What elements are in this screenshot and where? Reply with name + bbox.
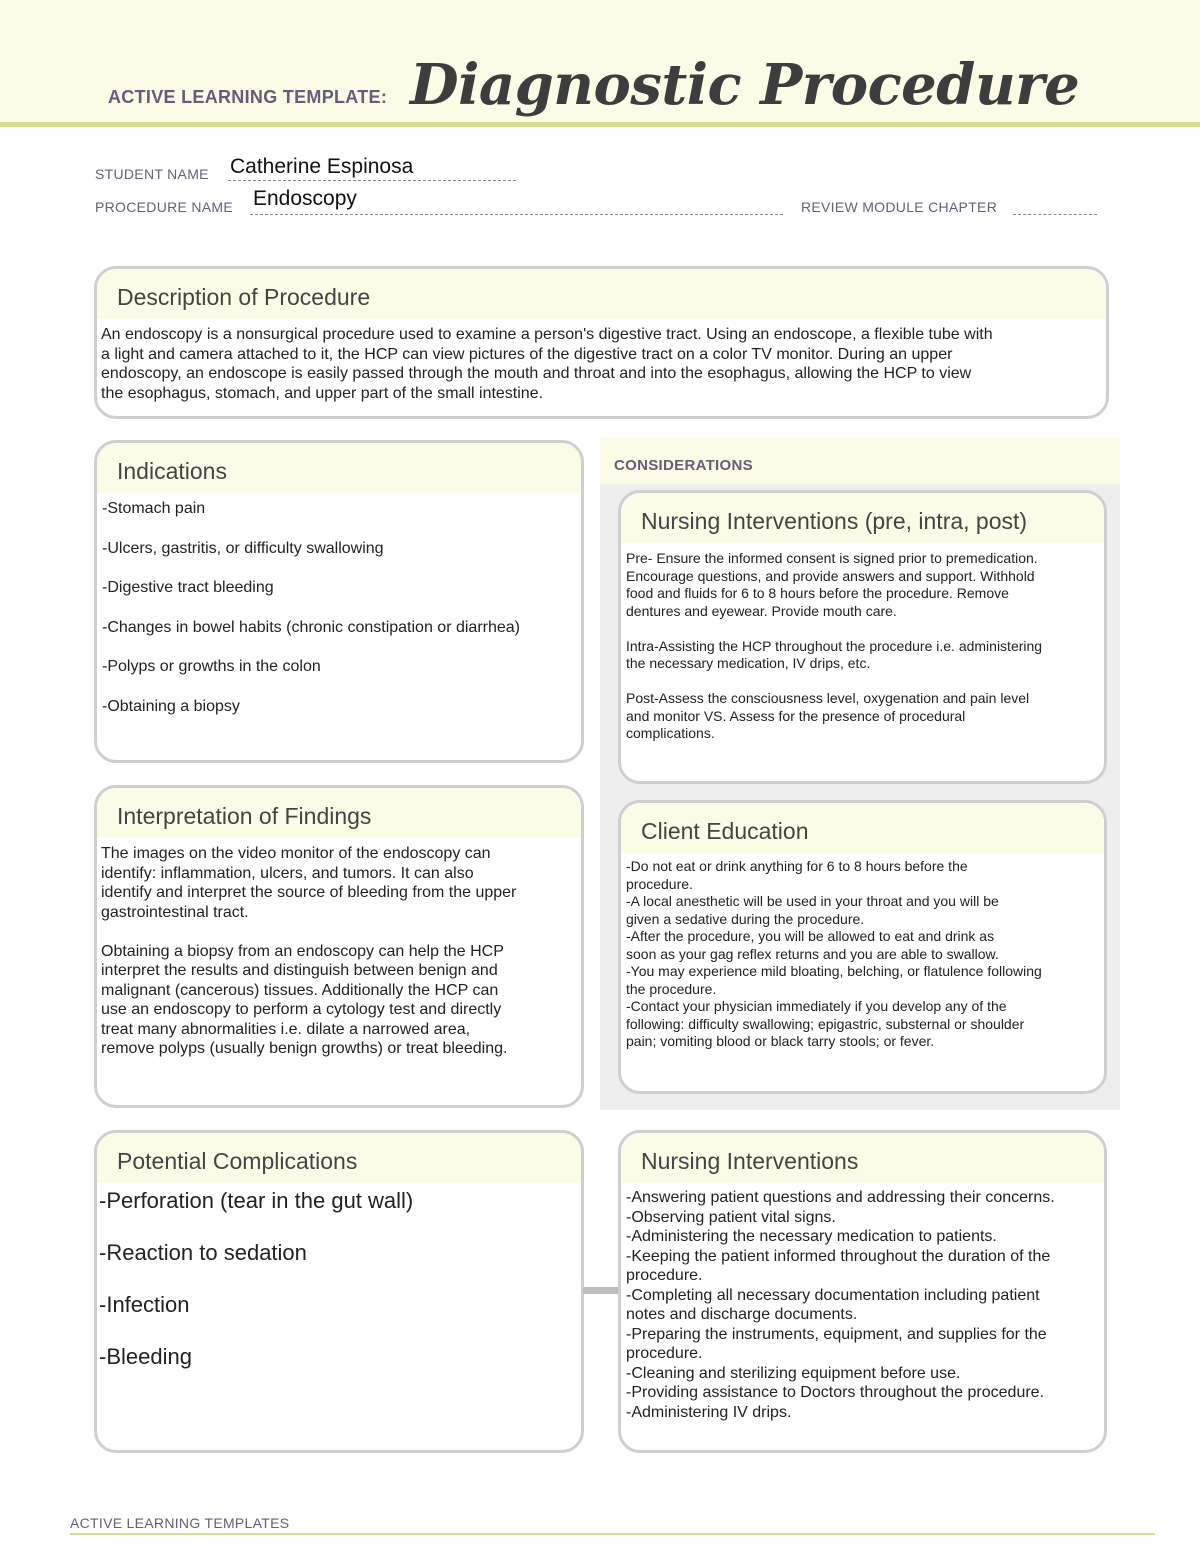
nursing-interventions-title: Nursing Interventions (641, 1148, 859, 1174)
nursing-pip-title: Nursing Interventions (pre, intra, post) (641, 508, 1028, 534)
nursing-pip-line: Post-Assess the consciousness level, oxygenation and pain level (626, 690, 1030, 706)
procedure-name-label: PROCEDURE NAME (95, 199, 233, 215)
client-education-line: pain; vomiting blood or black tarry stools; or fever. (626, 1033, 935, 1049)
description-line: An endoscopy is a nonsurgical procedure used to examine a person's digestive tract. Using an endoscope, a flexible tube with (101, 326, 993, 343)
client-education-header (621, 803, 1104, 853)
page-title: Diagnostic Procedure (410, 52, 1080, 118)
nursing-pip-line: the necessary medication, IV drips, etc. (626, 655, 871, 671)
complications-header (97, 1133, 581, 1183)
student-name-underline (228, 180, 516, 181)
nursing-interventions-text (626, 1188, 1055, 1422)
interpretation-line: malignant (cancerous) tissues. Additionally the HCP can (101, 981, 499, 999)
complication-item: -Bleeding (99, 1344, 192, 1369)
client-education-line: -You may experience mild bloating, belching, or flatulence following (626, 963, 1042, 979)
complication-item: -Reaction to sedation (99, 1240, 307, 1265)
indication-item: -Changes in bowel habits (chronic constipation or diarrhea) (102, 618, 520, 636)
interpretation-text (101, 844, 516, 1059)
description-title: Description of Procedure (117, 284, 371, 310)
nursing-pip-line: food and fluids for 6 to 8 hours before the procedure. Remove (626, 585, 1009, 601)
indication-item: -Obtaining a biopsy (102, 697, 240, 715)
nursing-intervention-line: -Completing all necessary documentation including patient (626, 1286, 1040, 1304)
box-connector (583, 1287, 621, 1294)
interpretation-title: Interpretation of Findings (117, 803, 372, 829)
complication-item: -Infection (99, 1292, 190, 1317)
indication-item: -Stomach pain (102, 500, 206, 517)
procedure-name-underline (250, 214, 783, 215)
header-divider (0, 122, 1200, 127)
description-line: a light and camera attached to it, the HCP can view pictures of the digestive tract on a color TV monitor. During an upper (101, 345, 953, 363)
considerations-label: CONSIDERATIONS (614, 457, 753, 474)
client-education-text (626, 858, 1042, 1051)
interpretation-line: remove polyps (usually benign growths) or treat bleeding. (101, 1040, 508, 1057)
nursing-intervention-line: -Observing patient vital signs. (626, 1208, 836, 1226)
interpretation-line: treat many abnormalities i.e. dilate a narrowed area, (101, 1020, 471, 1038)
nursing-pip-text (626, 550, 1042, 743)
nursing-intervention-line: procedure. (626, 1267, 703, 1284)
indications-header (97, 443, 581, 493)
nursing-pip-header (621, 493, 1104, 543)
nursing-intervention-line: -Cleaning and sterilizing equipment before use. (626, 1364, 961, 1382)
nursing-intervention-line: procedure. (626, 1345, 703, 1362)
procedure-name-value[interactable]: Endoscopy (253, 187, 357, 210)
client-education-line: given a sedative during the procedure. (626, 910, 865, 927)
complication-item: -Perforation (tear in the gut wall) (99, 1188, 414, 1213)
interpretation-line: interpret the results and distinguish between benign and (101, 962, 498, 979)
client-education-line: -Do not eat or drink anything for 6 to 8 hours before the (626, 858, 968, 874)
nursing-pip-line: Encourage questions, and provide answers and support. Withhold (626, 567, 1035, 584)
description-text (101, 325, 993, 403)
nursing-pip-line: dentures and eyewear. Provide mouth care. (626, 602, 897, 619)
client-education-line: procedure. (626, 875, 693, 892)
indication-item: -Digestive tract bleeding (102, 579, 274, 596)
client-education-line: the procedure. (626, 980, 717, 997)
interpretation-line: Obtaining a biopsy from an endoscopy can help the HCP (101, 942, 504, 960)
client-education-title: Client Education (641, 818, 809, 844)
indications-title: Indications (117, 458, 227, 484)
nursing-intervention-line: -Keeping the patient informed throughout the duration of the (626, 1247, 1051, 1265)
interpretation-line: gastrointestinal tract. (101, 903, 249, 921)
description-line: the esophagus, stomach, and upper part of the small intestine. (101, 384, 544, 402)
indication-item: -Ulcers, gastritis, or difficulty swallowing (102, 539, 384, 557)
nursing-interventions-header (621, 1133, 1104, 1183)
indication-item: -Polyps or growths in the colon (102, 658, 321, 675)
interpretation-line: use an endoscopy to perform a cytology test and directly (101, 1001, 502, 1018)
review-module-label: REVIEW MODULE CHAPTER (801, 199, 998, 215)
review-module-underline[interactable] (1013, 214, 1097, 215)
description-line: endoscopy, an endoscope is easily passed through the mouth and throat and into the esophagus, allowing the HCP to view (101, 365, 972, 382)
footer-divider (70, 1533, 1155, 1535)
nursing-intervention-line: -Administering IV drips. (626, 1403, 792, 1421)
interpretation-header (97, 788, 581, 838)
complications-title: Potential Complications (117, 1148, 358, 1174)
client-education-line: -A local anesthetic will be used in your throat and you will be (626, 893, 999, 909)
nursing-pip-line: and monitor VS. Assess for the presence of procedural (626, 707, 966, 724)
nursing-pip-line: Pre- Ensure the informed consent is signed prior to premedication. (626, 550, 1038, 566)
nursing-pip-line: Intra-Assisting the HCP throughout the procedure i.e. administering (626, 637, 1043, 654)
footer-text: ACTIVE LEARNING TEMPLATES (70, 1515, 290, 1531)
complications-list (99, 1188, 413, 1396)
template-prefix: ACTIVE LEARNING TEMPLATE: (108, 87, 388, 107)
client-education-line: following: difficulty swallowing; epigastric, substernal or shoulder (626, 1015, 1025, 1032)
client-education-line: soon as your gag reflex returns and you are able to swallow. (626, 945, 999, 962)
nursing-intervention-line: -Preparing the instruments, equipment, and supplies for the (626, 1325, 1047, 1343)
indications-list (102, 499, 520, 716)
interpretation-line: The images on the video monitor of the endoscopy can (101, 845, 491, 862)
student-name-label: STUDENT NAME (95, 166, 209, 182)
interpretation-line: identify: inflammation, ulcers, and tumors. It can also (101, 864, 474, 882)
description-header (97, 269, 1106, 319)
client-education-line: -After the procedure, you will be allowed to eat and drink as (626, 928, 995, 944)
nursing-intervention-line: -Administering the necessary medication to patients. (626, 1228, 997, 1245)
nursing-pip-line: complications. (626, 725, 715, 741)
nursing-intervention-line: notes and discharge documents. (626, 1306, 858, 1323)
client-education-line: -Contact your physician immediately if you develop any of the (626, 998, 1007, 1014)
interpretation-line: identify and interpret the source of bleeding from the upper (101, 884, 517, 901)
nursing-intervention-line: -Providing assistance to Doctors throughout the procedure. (626, 1384, 1045, 1401)
nursing-intervention-line: -Answering patient questions and addressing their concerns. (626, 1189, 1055, 1206)
student-name-value[interactable]: Catherine Espinosa (230, 155, 414, 178)
